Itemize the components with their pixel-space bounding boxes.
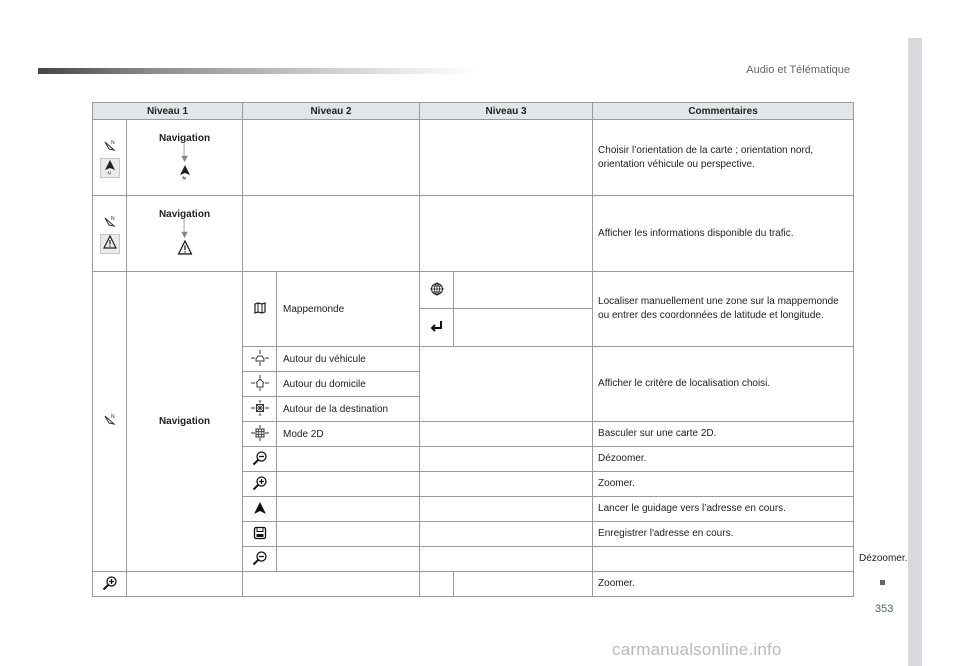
mappemonde-icon-cell bbox=[243, 272, 277, 347]
svg-text:N: N bbox=[110, 215, 115, 222]
page-side-strip bbox=[908, 38, 922, 666]
col-header-niveau2: Niveau 2 bbox=[243, 103, 420, 120]
comment-cell: Afficher le critère de localisation choisi. bbox=[593, 347, 854, 422]
navigation-arrow-icon bbox=[253, 501, 267, 515]
empty-cell bbox=[420, 447, 593, 472]
empty-cell bbox=[420, 422, 593, 447]
warning-triangle-icon bbox=[100, 234, 120, 254]
map-arrow-icon bbox=[102, 138, 118, 158]
destination-icon-cell bbox=[243, 397, 277, 422]
empty-cell bbox=[420, 347, 593, 422]
vehicle-icon-cell bbox=[243, 347, 277, 372]
level1-label-cell bbox=[127, 120, 243, 196]
around-vehicle-icon bbox=[251, 350, 269, 366]
level1-icon-cell bbox=[93, 272, 127, 572]
svg-text:N: N bbox=[182, 175, 186, 180]
world-map-icon bbox=[253, 301, 267, 315]
empty-cell bbox=[243, 196, 420, 272]
table-header-row bbox=[93, 103, 854, 120]
empty-cell bbox=[277, 497, 420, 522]
map-arrow-icon bbox=[102, 214, 118, 234]
mode2d-icon-cell bbox=[243, 422, 277, 447]
zoom-out-icon-cell bbox=[243, 447, 277, 472]
around-home-icon bbox=[251, 375, 269, 391]
empty-cell bbox=[420, 472, 593, 497]
return-icon-cell bbox=[420, 309, 454, 347]
menu-table bbox=[92, 102, 908, 597]
empty-cell bbox=[420, 522, 593, 547]
globe-grid-icon-cell bbox=[420, 272, 454, 309]
save-disk-icon bbox=[253, 526, 267, 540]
around-destination-icon bbox=[251, 400, 269, 416]
level2-label: Mode 2D bbox=[277, 422, 420, 447]
map-arrow-icon bbox=[102, 412, 118, 432]
level2-label: Autour du domicile bbox=[277, 372, 420, 397]
empty-cell bbox=[420, 547, 593, 572]
empty-cell bbox=[420, 497, 593, 522]
empty-cell bbox=[420, 196, 593, 272]
empty-cell bbox=[277, 447, 420, 472]
svg-text:N: N bbox=[110, 139, 115, 146]
save-icon-cell bbox=[243, 522, 277, 547]
empty-cell bbox=[454, 309, 593, 347]
comment-cell: Lancer le guidage vers l’adresse en cours. bbox=[593, 497, 854, 522]
comment-cell: Zoomer. bbox=[593, 572, 854, 597]
guidance-icon-cell bbox=[243, 497, 277, 522]
level1-icons bbox=[93, 120, 127, 196]
table-row bbox=[93, 120, 854, 196]
level1-label-cell bbox=[127, 272, 243, 572]
down-arrow-icon: │ ▼ bbox=[179, 142, 190, 165]
north-arrow-icon bbox=[100, 158, 120, 178]
empty-cell bbox=[420, 120, 593, 196]
zoom-in-icon-cell bbox=[243, 472, 277, 497]
level2-label: Autour de la destination bbox=[277, 397, 420, 422]
page-number: 353 bbox=[875, 603, 894, 615]
empty-cell bbox=[277, 472, 420, 497]
col-header-niveau1: Niveau 1 bbox=[93, 103, 243, 120]
col-header-niveau3: Niveau 3 bbox=[420, 103, 593, 120]
empty-cell bbox=[127, 572, 243, 597]
comment-cell: Choisir l’orientation de la carte ; orientation nord, orientation véhicule ou perspective. bbox=[593, 120, 854, 196]
level2-label: Autour du véhicule bbox=[277, 347, 420, 372]
zoom-out-icon-cell bbox=[243, 547, 277, 572]
empty-cell bbox=[420, 572, 454, 597]
empty-cell bbox=[454, 272, 593, 309]
level1-icons bbox=[93, 196, 127, 272]
zoom-out-icon bbox=[252, 450, 268, 466]
page-marker bbox=[880, 580, 885, 585]
home-icon-cell bbox=[243, 372, 277, 397]
section-title: Audio et Télématique bbox=[746, 64, 850, 76]
table-row bbox=[93, 196, 854, 272]
empty-cell bbox=[593, 547, 854, 572]
return-arrow-icon bbox=[429, 319, 445, 333]
comment-cell: Basculer sur une carte 2D. bbox=[593, 422, 854, 447]
comment-cell: Enregistrer l'adresse en cours. bbox=[593, 522, 854, 547]
north-arrow-icon bbox=[127, 164, 242, 183]
comment-cell: Zoomer. bbox=[593, 472, 854, 497]
level1-label-cell bbox=[127, 196, 243, 272]
empty-cell bbox=[243, 572, 420, 597]
table-row bbox=[93, 272, 854, 309]
comment-cell: Localiser manuellement une zone sur la mappemonde ou entrer des coordonnées de latitude et longitude. bbox=[593, 272, 854, 347]
warning-triangle-icon bbox=[127, 240, 242, 258]
zoom-in-icon-cell bbox=[93, 572, 127, 597]
table-row: Dézoomer. bbox=[93, 547, 854, 572]
zoom-in-icon bbox=[252, 475, 268, 491]
col-header-commentaires: Commentaires bbox=[593, 103, 854, 120]
empty-cell bbox=[454, 572, 593, 597]
level2-label: Mappemonde bbox=[277, 272, 420, 347]
comment-cell: Dézoomer. bbox=[593, 447, 854, 472]
empty-cell bbox=[243, 120, 420, 196]
empty-cell bbox=[277, 547, 420, 572]
decorative-gradient-bar bbox=[38, 68, 478, 74]
svg-text:N: N bbox=[110, 413, 115, 420]
comment-cell: Afficher les informations disponible du trafic. bbox=[593, 196, 854, 272]
down-arrow-icon: │ ▼ bbox=[179, 219, 190, 241]
navigation-label: Navigation bbox=[158, 209, 211, 220]
zoom-out-icon bbox=[252, 550, 268, 566]
empty-cell bbox=[277, 522, 420, 547]
globe-grid-icon bbox=[429, 281, 445, 297]
watermark: carmanualsonline.info bbox=[612, 640, 782, 659]
svg-text:N: N bbox=[107, 170, 111, 175]
zoom-in-icon bbox=[102, 575, 118, 591]
navigation-label: Navigation bbox=[158, 416, 211, 427]
grid-2d-icon bbox=[251, 425, 269, 441]
navigation-label: Navigation bbox=[158, 132, 211, 144]
table-row bbox=[93, 572, 854, 597]
